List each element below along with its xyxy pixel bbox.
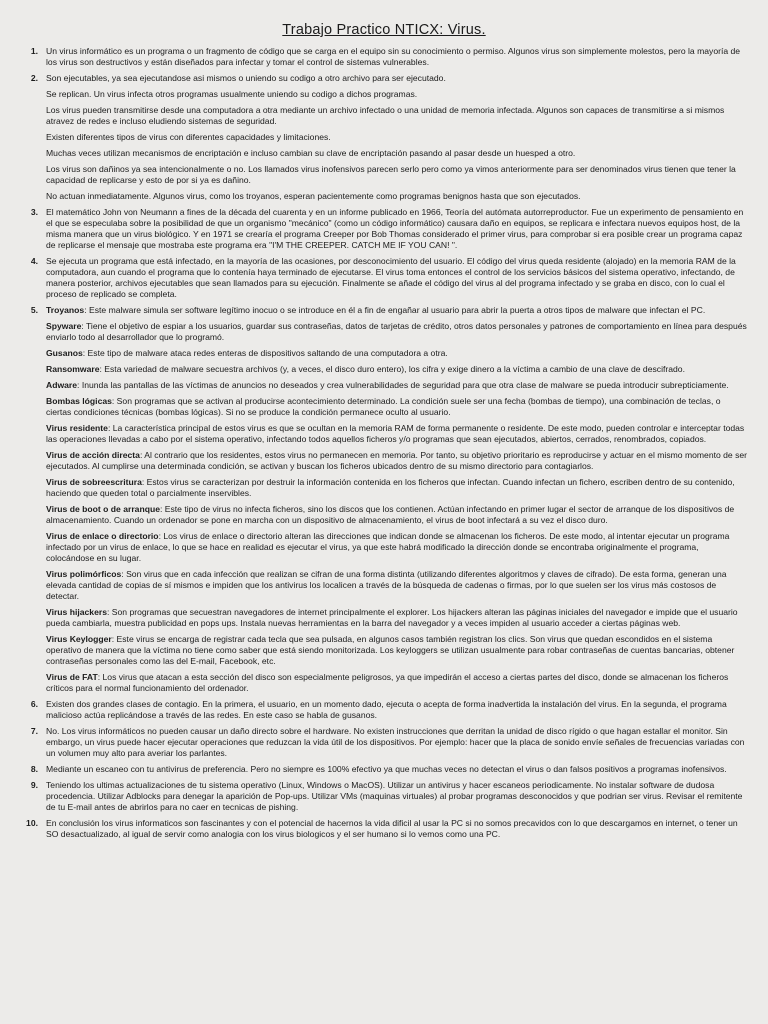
paragraph: [46, 73, 748, 84]
list-item-body: [46, 256, 748, 300]
paragraph: [46, 148, 748, 159]
list-item: [20, 818, 748, 840]
paragraph: [46, 699, 748, 721]
term-label: Virus Keylogger: [46, 634, 112, 644]
list-item-number: 10.: [26, 818, 38, 828]
list-item: [20, 699, 748, 721]
term-label: Virus de acción directa: [46, 450, 140, 460]
term-label: Troyanos: [46, 305, 85, 315]
paragraph-text: : Estos virus se caracterizan por destruir la información contenida en los ficheros que infectan. Cuando infectan un fichero, escriben dentro de su contenido, haciendo que queden total o parcialmente inservibles.: [46, 477, 735, 498]
list-item-body: [46, 726, 748, 759]
paragraph-text: No. Los virus informáticos no pueden causar un daño directo sobre el hardware. No existen instrucciones que derritan la unidad de disco rígido o que hagan estallar el monitor. Sin embargo, un virus puede hacer ejecutar operaciones que reduzcan la vida útil de los dispositivos. Por ejemplo: hacer que la placa de sonido envíe señales de frecuencias variadas con un volumen muy alto para averiar los parlantes.: [46, 726, 745, 758]
paragraph-text: : Los virus que atacan a esta sección del disco son especialmente peligrosos, ya que impedirán el acceso a ciertas partes del disco, donde se almacenan los ficheros críticos para el normal funcionamiento del ordenador.: [46, 672, 729, 693]
list-item-body: [46, 46, 748, 68]
paragraph-text: En conclusión los virus informaticos son fascinantes y con el potencial de hacernos la vida dificil al usar la PC si no somos precavidos con lo que descargamos en internet, o tener un SO desactualizado, al igual de servir como analogia con los virus biologicos y el ser humano si lo vemos como una PC.: [46, 818, 738, 839]
list-item: [20, 305, 748, 694]
paragraph: [46, 348, 748, 359]
paragraph: [46, 607, 748, 629]
term-label: Virus de sobreescritura: [46, 477, 142, 487]
paragraph: [46, 207, 748, 251]
paragraph: [46, 164, 748, 186]
paragraph: [46, 105, 748, 127]
term-label: Virus polimórficos: [46, 569, 122, 579]
term-label: Virus residente: [46, 423, 108, 433]
term-label: Virus hijackers: [46, 607, 107, 617]
paragraph: [46, 531, 748, 564]
paragraph: [46, 780, 748, 813]
paragraph: [46, 726, 748, 759]
list-item-number: 5.: [30, 305, 38, 315]
term-label: Bombas lógicas: [46, 396, 112, 406]
term-label: Adware: [46, 380, 78, 390]
paragraph-text: : Son programas que se activan al producirse acontecimiento determinado. La condición suele ser una fecha (bombas de tiempo), una combinación de teclas, o ciertas condiciones técnicas (bombas lógicas). Si no se produce la condición permanece oculto al usuario.: [46, 396, 721, 417]
list-item-body: [46, 818, 748, 840]
paragraph: [46, 818, 748, 840]
list-item: [20, 780, 748, 813]
paragraph-text: : Los virus de enlace o directorio alteran las direcciones que indican donde se almacenan los ficheros. De este modo, al intentar ejecutar un programa infectado por un virus de enlace, lo que se hace en realidad es ejecutar el virus, ya que este habrá modificado la dirección donde se encontraba originalmente el programa, colocándose en su lugar.: [46, 531, 730, 563]
paragraph-text: Muchas veces utilizan mecanismos de encriptación e incluso cambian su clave de encriptación pasando al pasar desde un huesped a otro.: [46, 148, 576, 158]
list-item-body: [46, 305, 748, 694]
paragraph-text: : La característica principal de estos virus es que se ocultan en la memoria RAM de forma permanente o residente. De este modo, pueden controlar e interceptar todas las operaciones llevadas a cabo por el sistema operativo, infectando todos aquellos ficheros y/o programas que sean ejecutados, abiertos, cerrados, renombrados, copiados.: [46, 423, 745, 444]
list-item-body: [46, 780, 748, 813]
paragraph: [46, 364, 748, 375]
paragraph-text: Los virus pueden transmitirse desde una computadora a otra mediante un archivo infectado o una unidad de memoria infectada. Algunos son capaces de transmitirse a si mismos atravez de redes e incluso eludiendo sistemas de seguridad.: [46, 105, 725, 126]
paragraph-text: : Tiene el objetivo de espiar a los usuarios, guardar sus contraseñas, datos de tarjetas de crédito, otros datos personales y patrones de comportamiento en línea para después enviarlo todo al desarrollador que lo programó.: [46, 321, 747, 342]
list-item-body: [46, 73, 748, 202]
paragraph: [46, 450, 748, 472]
list-item-number: 8.: [30, 764, 38, 774]
list-item-body: [46, 764, 748, 775]
paragraph: [46, 305, 748, 316]
list-item: [20, 207, 748, 251]
paragraph-text: Un virus informático es un programa o un fragmento de código que se carga en el equipo sin su conocimiento o permiso. Algunos virus son simplemente molestos, pero la mayoría de los virus son destructivos y están diseñados para infectar y tomar el control de sistemas vulnerables.: [46, 46, 741, 67]
paragraph-text: : Son programas que secuestran navegadores de internet principalmente el explorer. Los hijackers alteran las páginas iniciales del navegador e impide que el usuario pueda cambiarla, muestra publicidad en pops ups. Instala nuevas herramientas en la barra del navegador y a veces impiden al usuario acceder a ciertas páginas web.: [46, 607, 738, 628]
paragraph: [46, 634, 748, 667]
term-label: Ransomware: [46, 364, 100, 374]
paragraph-text: No actuan inmediatamente. Algunos virus, como los troyanos, esperan pacientemente como programas benignos hasta que son ejecutados.: [46, 191, 581, 201]
paragraph: [46, 569, 748, 602]
paragraph-text: : Este tipo de virus no infecta ficheros, sino los discos que los contienen. Actúan infectando en primer lugar el sector de arranque de los dispositivos de almacenamiento. Cuando un ordenador se pone en marcha con un dispositivo de almacenamiento, el virus de boot infectará a su vez el disco duro.: [46, 504, 735, 525]
list-item-number: 2.: [30, 73, 38, 83]
paragraph-text: Teniendo los ultimas actualizaciones de tu sistema operativo (Linux, Windows o MacOS). Utilizar un antivirus y hacer escaneos periodicamente. No instalar software de dudosa procedencia. Utilizar Adblocks para denegar la aparición de Pop-ups. Utilizar VMs (maquinas virtuales) al probar programas desconocidos y que podrian ser virus. Revisar el remitente de tu E-mail antes de abrirlos para no caer en tecnicas de pishing.: [46, 780, 743, 812]
list-item: [20, 726, 748, 759]
list-item-number: 3.: [30, 207, 38, 217]
paragraph-text: Los virus son dañinos ya sea intencionalmente o no. Los llamados virus inofensivos parecen serlo pero como ya vimos anteriormente para ser denominados virus tienen que tener la capacidad de replicarse y esto de por si ya es dañino.: [46, 164, 736, 185]
list-item-body: [46, 699, 748, 721]
paragraph-text: Se ejecuta un programa que está infectado, en la mayoría de las ocasiones, por desconocimiento del usuario. El código del virus queda residente (alojado) en la memoria RAM de la computadora, aun cuando el programa que lo contenía haya terminado de ejecutarse. El virus toma entonces el control de los servicios básicos del sistema operativo, infectando, de manera posterior, archivos ejecutables que sean llamados para su ejecución. Finalmente se añade el código del virus al del programa infectado y se graba en disco, con lo cual el proceso de replicado se completa.: [46, 256, 736, 299]
paragraph-text: : Este malware simula ser software legítimo inocuo o se introduce en él a fin de engañar al usuario para abrir la puerta a otros tipos de malware que infectan el PC.: [84, 305, 706, 315]
paragraph: [46, 672, 748, 694]
list-item-number: 4.: [30, 256, 38, 266]
list-item: [20, 256, 748, 300]
paragraph: [46, 396, 748, 418]
paragraph-text: Son ejecutables, ya sea ejecutandose asi mismos o uniendo su codigo a otro archivo para ser ejecutado.: [46, 73, 446, 83]
paragraph: [46, 132, 748, 143]
list-item: [20, 73, 748, 202]
paragraph: [46, 380, 748, 391]
paragraph-text: : Este virus se encarga de registrar cada tecla que sea pulsada, en algunos casos también registran los clics. Son virus que quedan escondidos en el sistema operativo de manera que la víctima no tiene como saber que está siendo monitorizada. Los keyloggers se utilizan usualmente para robar contraseñas de cuentas bancarias, obtener contraseñas personales como las del E-mail, Facebook, etc.: [46, 634, 735, 666]
paragraph: [46, 256, 748, 300]
paragraph-text: Existen diferentes tipos de virus con diferentes capacidades y limitaciones.: [46, 132, 331, 142]
paragraph-text: : Son virus que en cada infección que realizan se cifran de una forma distinta (utilizando diferentes algoritmos y claves de cifrado). De esta forma, generan una elevada cantidad de copias de sí mismos e impiden que los antivirus los localicen a través de la búsqueda de cadenas o firmas, por lo que suelen ser los virus más costosos de detectar.: [46, 569, 727, 601]
page-title: Trabajo Practico NTICX: Virus.: [282, 22, 486, 38]
paragraph-text: : Este tipo de malware ataca redes enteras de dispositivos saltando de una computadora a otra.: [82, 348, 448, 358]
term-label: Spyware: [46, 321, 82, 331]
list-item-number: 9.: [30, 780, 38, 790]
paragraph-text: Mediante un escaneo con tu antivirus de preferencia. Pero no siempre es 100% efectivo ya que muchas veces no detectan el virus o dan falsos positivos a programas inofensivos.: [46, 764, 727, 774]
paragraph: [46, 191, 748, 202]
list-item-body: [46, 207, 748, 251]
paragraph: [46, 764, 748, 775]
paragraph: [46, 321, 748, 343]
term-label: Virus de boot o de arranque: [46, 504, 160, 514]
paragraph-text: Existen dos grandes clases de contagio. En la primera, el usuario, en un momento dado, ejecuta o acepta de forma inadvertida la instalación del virus. En la segunda, el programa malicioso actúa replicándose a través de las redes. En este caso se habla de gusanos.: [46, 699, 727, 720]
list-item-number: 7.: [30, 726, 38, 736]
numbered-list: [20, 46, 748, 840]
paragraph-text: El matemático John von Neumann a fines de la década del cuarenta y en un informe publicado en 1966, Teoría del autómata autorreproductor. Fue un experimento de pensamiento en el que se especulaba sobre la posibilidad de que un organismo "mecánico" (como un código informático) causara daño en equipos, se replicara e infectara nuevos equipos host, de la misma manera que un virus biológico. Y en 1971 se crearía el programa Creeper por Bob Thomas considerado el primer virus, para comprobar si era posible crear un programa capaz de replicarse el mensaje que mostraba este programa era "I'M THE CREEPER. CATCH ME IF YOU CAN! ".: [46, 207, 744, 250]
paragraph-text: : Al contrario que los residentes, estos virus no permanecen en memoria. Por tanto, su objetivo prioritario es reproducirse y actuar en el mismo momento de ser ejecutados. Al cumplirse una determinada condición, se activan y buscan los ficheros ubicados dentro de su mismo directorio para contagiarlos.: [46, 450, 748, 471]
term-label: Gusanos: [46, 348, 83, 358]
list-item: [20, 46, 748, 68]
paragraph: [46, 423, 748, 445]
paragraph-text: Se replican. Un virus infecta otros programas usualmente uniendo su codigo a dichos programas.: [46, 89, 418, 99]
paragraph-text: : Inunda las pantallas de las víctimas de anuncios no deseados y crea vulnerabilidades de seguridad para que otra clase de malware se pueda introducir subrepticiamente.: [77, 380, 729, 390]
list-item-number: 6.: [30, 699, 38, 709]
list-item-number: 1.: [30, 46, 38, 56]
paragraph: [46, 504, 748, 526]
paragraph-text: : Esta variedad de malware secuestra archivos (y, a veces, el disco duro entero), los cifra y exige dinero a la víctima a cambio de una clave de descifrado.: [99, 364, 685, 374]
paragraph: [46, 46, 748, 68]
term-label: Virus de FAT: [46, 672, 98, 682]
list-item: [20, 764, 748, 775]
paragraph: [46, 477, 748, 499]
paragraph: [46, 89, 748, 100]
term-label: Virus de enlace o directorio: [46, 531, 159, 541]
